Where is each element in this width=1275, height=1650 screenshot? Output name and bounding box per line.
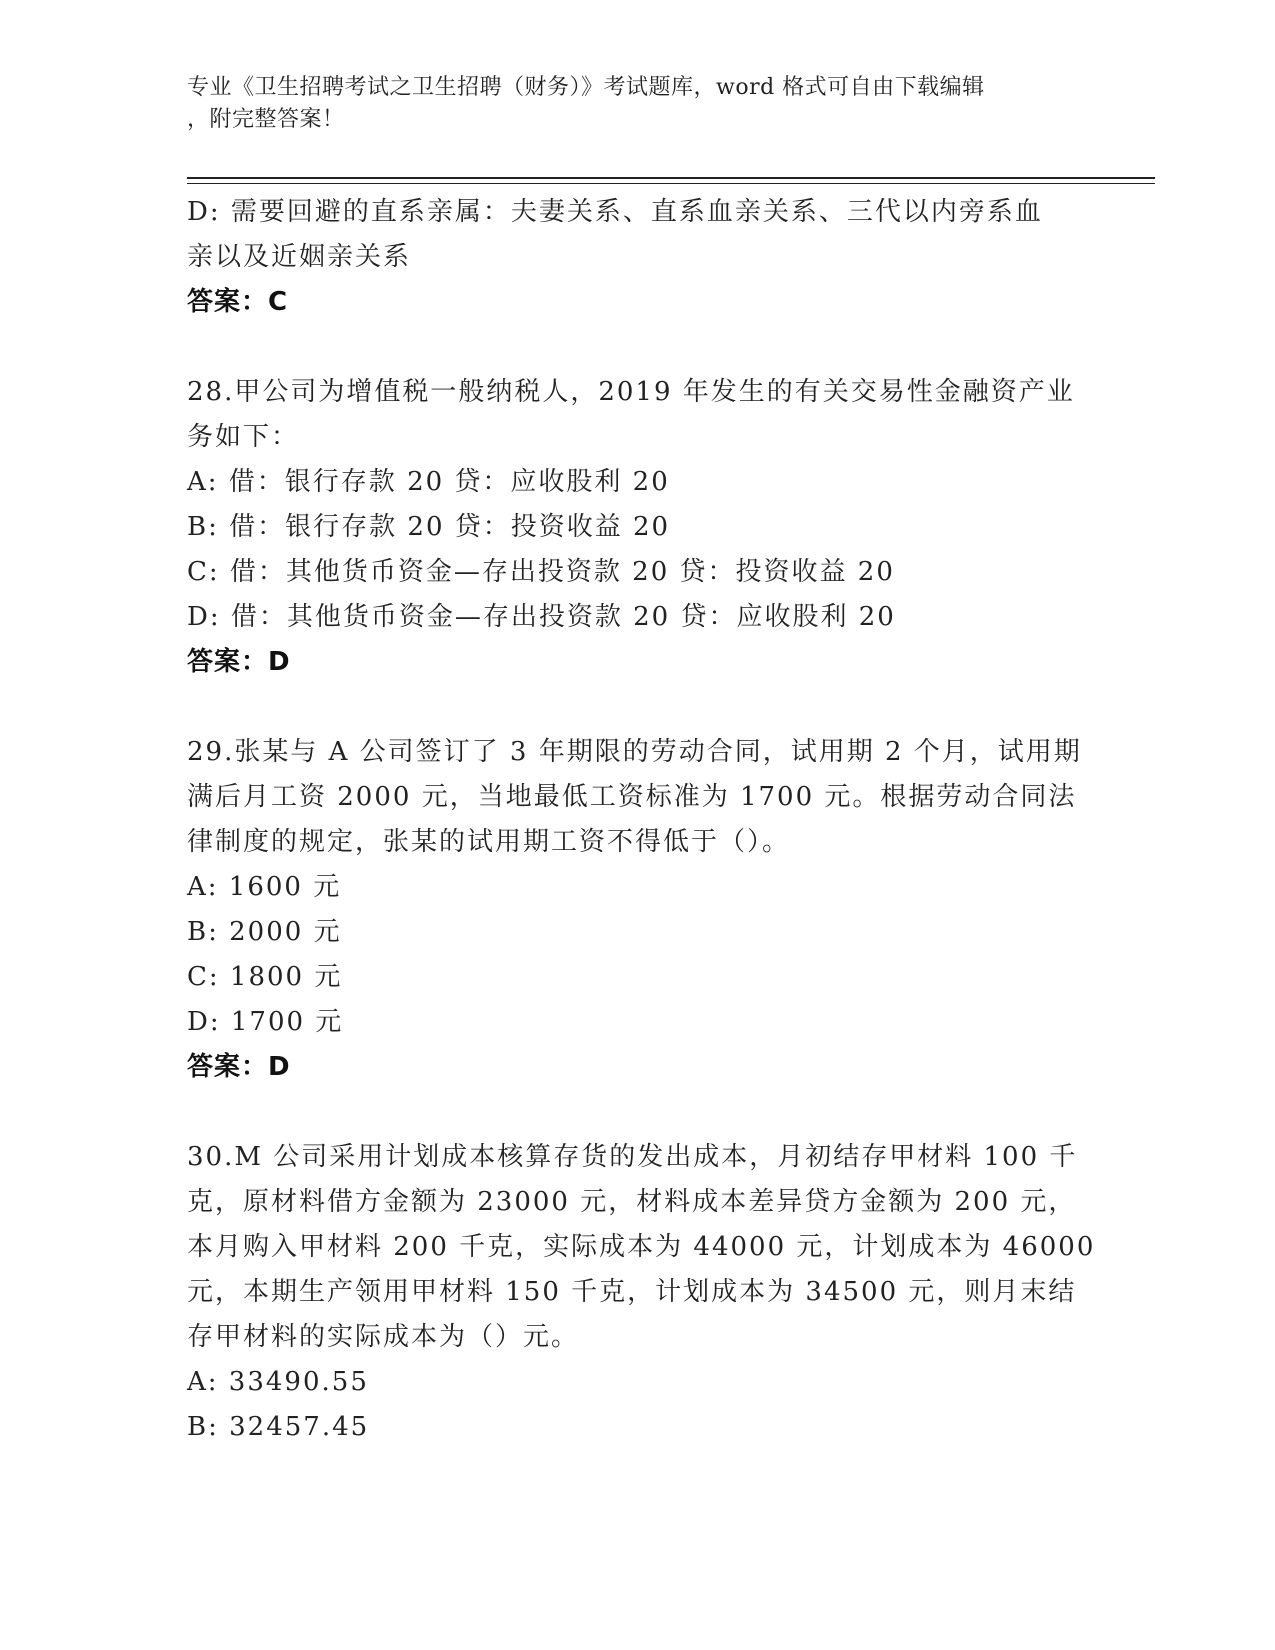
q28-option-a: A: 借：银行存款 20 贷：应收股利 20 [187,467,670,497]
q28-stem-line-1: 28.甲公司为增值税一般纳税人，2019 年发生的有关交易性金融资产业 [187,377,1075,407]
header-line-2: ，附完整答案！ [187,107,345,132]
question-30 [187,1135,1096,1450]
q30-stem-line-2: 克，原材料借方金额为 23000 元，材料成本差异贷方金额为 200 元， [187,1187,1077,1217]
q27-option-d-line-1: D: 需要回避的直系亲属：夫妻关系、直系血亲关系、三代以内旁系血 [187,197,1043,227]
q28-option-c: C: 借：其他货币资金—存出投资款 20 贷：投资收益 20 [187,557,895,587]
question-28 [187,370,1087,685]
q27-option-d-line-2: 亲以及近姻亲关系 [187,242,412,272]
spacer [187,325,1087,370]
q30-stem-line-1: 30.M 公司采用计划成本核算存货的发出成本，月初结存甲材料 100 千 [187,1142,1078,1172]
header-divider-thin [187,183,1155,184]
q27-answer: 答案：C [187,287,289,317]
q29-option-b: B: 2000 元 [187,917,342,947]
q30-option-a: A: 33490.55 [187,1367,369,1397]
question-29 [187,730,1087,1090]
q28-answer: 答案：D [187,647,291,677]
spacer [187,685,1087,730]
q29-stem-line-3: 律制度的规定，张某的试用期工资不得低于（）。 [187,827,791,857]
q29-option-a: A: 1600 元 [187,872,342,902]
q30-stem-line-4: 元，本期生产领用甲材料 150 千克，计划成本为 34500 元，则月末结 [187,1277,1077,1307]
q29-answer: 答案：D [187,1052,291,1082]
q29-option-c: C: 1800 元 [187,962,343,992]
q30-option-b: B: 32457.45 [187,1412,370,1442]
q30-stem-line-5: 存甲材料的实际成本为（）元。 [187,1322,580,1352]
header-line-1: 专业《卫生招聘考试之卫生招聘（财务）》考试题库，word 格式可自由下载编辑 [187,75,985,100]
q30-stem-line-3: 本月购入甲材料 200 千克，实际成本为 44000 元，计划成本为 46000 [187,1232,1096,1262]
q28-stem-line-2: 务如下： [187,422,300,452]
question-content [187,190,1096,1450]
q28-option-d: D: 借：其他货币资金—存出投资款 20 贷：应收股利 20 [187,602,896,632]
q29-option-d: D: 1700 元 [187,1007,344,1037]
spacer [187,1090,1087,1135]
document-header [187,72,1067,136]
question-27 [187,190,1087,325]
header-divider-thick [187,177,1155,179]
q29-stem-line-1: 29.张某与 A 公司签订了 3 年期限的劳动合同，试用期 2 个月，试用期 [187,737,1082,767]
q28-option-b: B: 借：银行存款 20 贷：投资收益 20 [187,512,671,542]
q29-stem-line-2: 满后月工资 2000 元，当地最低工资标准为 1700 元。根据劳动合同法 [187,782,1077,812]
